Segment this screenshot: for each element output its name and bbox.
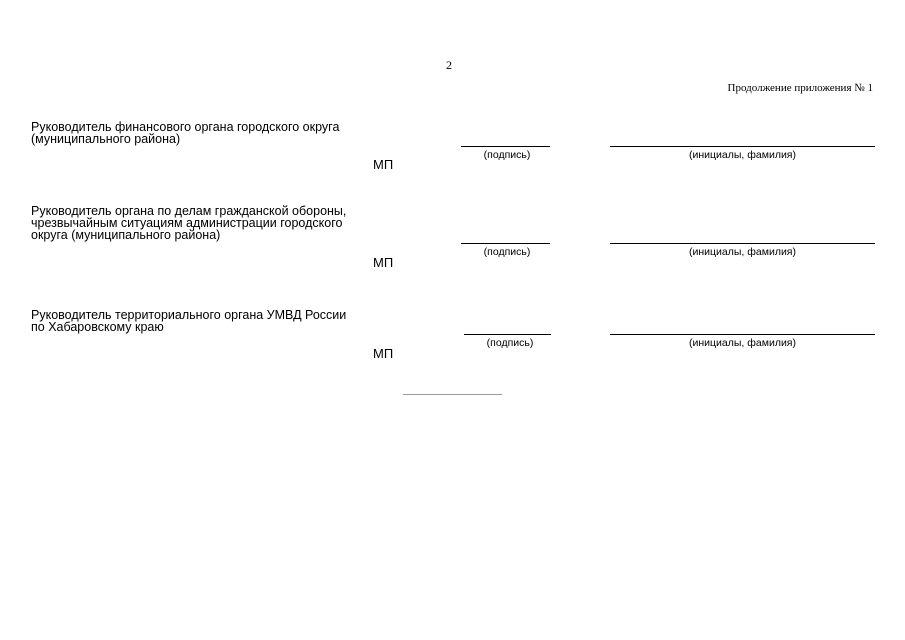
signatory-title-line: чрезвычайным ситуациям администрации городского <box>31 216 343 230</box>
seal-placeholder: МП <box>373 346 394 361</box>
signature-caption: (подпись) <box>486 337 534 349</box>
page-number: 2 <box>446 58 452 72</box>
signatory-title-line: Руководитель органа по делам гражданской обороны, <box>31 204 347 218</box>
signatory-title-line: округа (муниципального района) <box>31 228 221 242</box>
signature-block-financial <box>0 121 905 191</box>
signature-line <box>461 243 550 244</box>
signatory-title-line: по Хабаровскому краю <box>31 320 164 334</box>
signature-block-civil-defense <box>0 205 905 275</box>
signature-caption: (подпись) <box>483 246 531 258</box>
name-caption: (инициалы, фамилия) <box>689 246 796 258</box>
signatory-title-line: Руководитель финансового органа городского округа <box>31 120 340 134</box>
name-line <box>610 334 875 335</box>
signature-line <box>461 146 550 147</box>
name-caption: (инициалы, фамилия) <box>689 149 796 161</box>
signature-caption: (подпись) <box>483 149 531 161</box>
signature-block-umvd <box>0 309 905 379</box>
signatory-title-line: Руководитель территориального органа УМВД России <box>31 308 347 322</box>
signatory-title <box>31 309 411 333</box>
seal-placeholder: МП <box>373 255 394 270</box>
signature-line <box>464 334 551 335</box>
signatory-title <box>31 121 411 145</box>
signatory-title-line: (муниципального района) <box>31 132 181 146</box>
name-caption: (инициалы, фамилия) <box>689 337 796 349</box>
name-line <box>610 146 875 147</box>
continuation-label: Продолжение приложения № 1 <box>727 82 873 94</box>
signatory-title <box>31 205 411 241</box>
document-end-rule <box>403 394 502 395</box>
seal-placeholder: МП <box>373 157 394 172</box>
name-line <box>610 243 875 244</box>
